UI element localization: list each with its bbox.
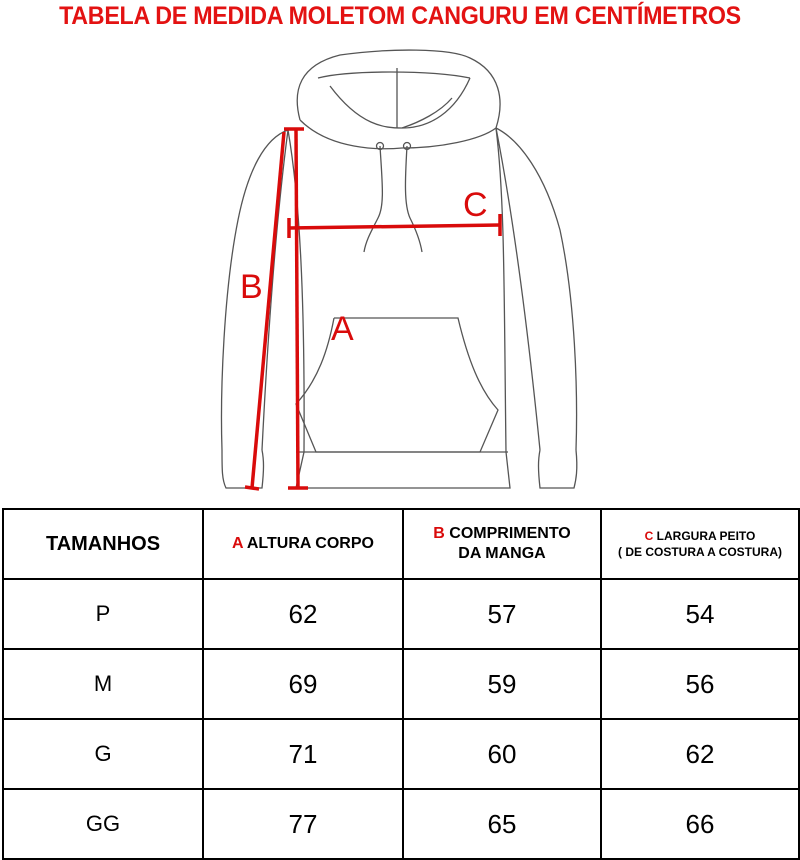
peito-cell: 56 (601, 649, 799, 719)
table-row (3, 579, 799, 649)
header-b (403, 509, 601, 579)
table-row (3, 719, 799, 789)
altura-cell: 69 (203, 649, 403, 719)
header-a-label: ALTURA CORPO (246, 535, 374, 552)
header-a-letter: A (232, 535, 243, 552)
header-size (3, 509, 203, 579)
peito-cell: 54 (601, 579, 799, 649)
altura-cell: 77 (203, 789, 403, 859)
hoodie-illustration (0, 40, 800, 500)
header-b-letter: B (433, 525, 445, 542)
hoodie-diagram (0, 40, 800, 500)
header-c-label-line2: ( DE COSTURA A COSTURA) (618, 545, 782, 559)
manga-cell: 59 (403, 649, 601, 719)
table-header-row (3, 509, 799, 579)
measure-line-a (296, 130, 298, 488)
size-cell: M (3, 649, 203, 719)
altura-cell: 62 (203, 579, 403, 649)
header-c-letter: C (644, 529, 654, 543)
header-b-label-line1: COMPRIMENTO (449, 525, 571, 542)
label-a: A (331, 310, 354, 348)
size-table (2, 508, 800, 860)
measure-line-b (252, 132, 284, 488)
size-cell: GG (3, 789, 203, 859)
table-row (3, 649, 799, 719)
header-b-label-line2: DA MANGA (458, 545, 546, 562)
manga-cell: 65 (403, 789, 601, 859)
table-row (3, 789, 799, 859)
manga-cell: 57 (403, 579, 601, 649)
manga-cell: 60 (403, 719, 601, 789)
altura-cell: 71 (203, 719, 403, 789)
header-c (601, 509, 799, 579)
peito-cell: 66 (601, 789, 799, 859)
header-c-label-line1: LARGURA PEITO (656, 529, 756, 543)
hoodie-outline (222, 50, 577, 488)
measure-line-c (289, 225, 500, 228)
label-c: C (463, 186, 488, 224)
header-a (203, 509, 403, 579)
size-cell: P (3, 579, 203, 649)
header-size-label: TAMANHOS (45, 532, 161, 555)
size-cell: G (3, 719, 203, 789)
page-title: TABELA DE MEDIDA MOLETOM CANGURU EM CENTÍMETROS (59, 2, 741, 30)
measure-lines (245, 129, 500, 489)
label-b: B (240, 268, 263, 306)
peito-cell: 62 (601, 719, 799, 789)
